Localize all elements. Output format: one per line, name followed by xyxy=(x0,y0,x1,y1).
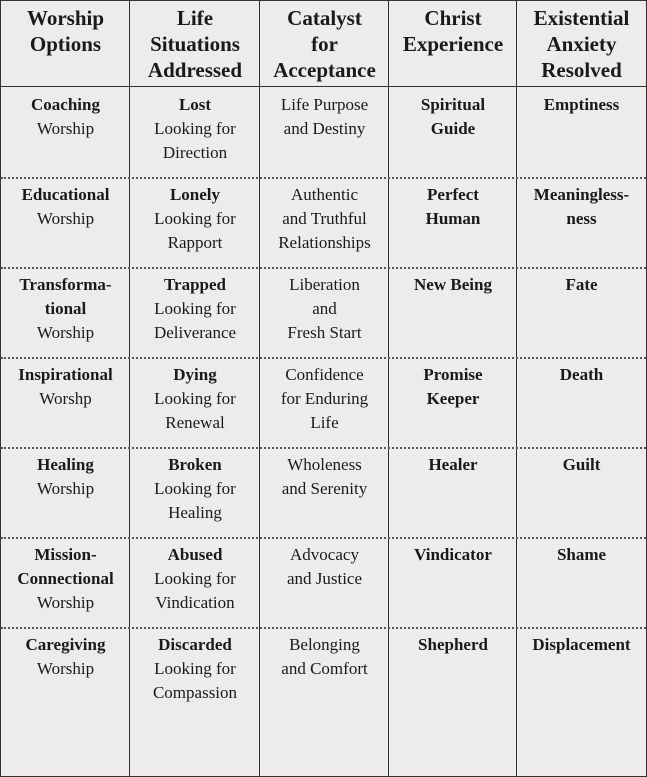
cell-bold-text: Vindicator xyxy=(414,545,492,564)
cell-bold-text: Displacement xyxy=(532,635,631,654)
cell-bold-text: Inspirational xyxy=(18,365,113,384)
cell-catalyst xyxy=(260,363,389,435)
cell-text: Looking for xyxy=(154,209,236,228)
cell-text: and xyxy=(312,299,337,318)
cell-bold-text: Emptiness xyxy=(543,95,620,114)
cell-bold-text: Death xyxy=(559,365,604,384)
header-line: Resolved xyxy=(541,58,622,82)
header-christ-experience xyxy=(389,5,517,57)
cell-text: Vindication xyxy=(155,593,235,612)
row-separator xyxy=(1,357,646,359)
header-line: Existential xyxy=(533,6,630,30)
cell-anxiety xyxy=(517,363,646,387)
header-line: Situations xyxy=(150,32,240,56)
cell-text: Looking for xyxy=(154,659,236,678)
cell-situation xyxy=(130,453,260,525)
cell-christ xyxy=(389,543,517,567)
cell-bold-text: ness xyxy=(566,209,597,228)
cell-worship xyxy=(1,633,130,681)
header-line: Christ xyxy=(424,6,482,30)
header-line: Worship xyxy=(26,6,105,30)
cell-text: Worship xyxy=(36,593,95,612)
cell-text: Looking for xyxy=(154,119,236,138)
cell-text: Direction xyxy=(162,143,228,162)
cell-bold-text: Human xyxy=(425,209,481,228)
cell-bold-text: Connectional xyxy=(17,569,114,588)
cell-bold-text: New Being xyxy=(414,275,492,294)
cell-text: and Destiny xyxy=(283,119,366,138)
cell-worship xyxy=(1,93,130,141)
cell-bold-text: Broken xyxy=(168,455,222,474)
cell-text: Worshp xyxy=(39,389,92,408)
cell-text: Worship xyxy=(36,119,95,138)
cell-text: for Enduring xyxy=(280,389,369,408)
cell-situation xyxy=(130,273,260,345)
cell-text: Worship xyxy=(36,659,95,678)
cell-bold-text: Meaningless- xyxy=(533,185,630,204)
cell-bold-text: Abused xyxy=(167,545,223,564)
cell-christ xyxy=(389,273,517,297)
cell-anxiety xyxy=(517,93,646,117)
cell-bold-text: Coaching xyxy=(31,95,100,114)
cell-anxiety xyxy=(517,273,646,297)
cell-catalyst xyxy=(260,453,389,501)
cell-bold-text: Lost xyxy=(178,95,212,114)
cell-text: Rapport xyxy=(167,233,223,252)
header-line: Acceptance xyxy=(273,58,376,82)
row-separator xyxy=(1,447,646,449)
row-separator xyxy=(1,267,646,269)
cell-christ xyxy=(389,363,517,411)
cell-bold-text: Caregiving xyxy=(25,635,106,654)
cell-anxiety xyxy=(517,453,646,477)
row-separator xyxy=(1,537,646,539)
header-existential-anxiety xyxy=(517,5,646,83)
cell-text: Worship xyxy=(36,479,95,498)
cell-text: Wholeness xyxy=(287,455,362,474)
header-line: Experience xyxy=(402,32,504,56)
cell-situation xyxy=(130,543,260,615)
header-line: Life xyxy=(176,6,214,30)
cell-bold-text: Mission- xyxy=(34,545,97,564)
cell-text: Worship xyxy=(36,323,95,342)
cell-christ xyxy=(389,633,517,657)
cell-worship xyxy=(1,363,130,411)
cell-text: Life Purpose xyxy=(280,95,369,114)
cell-text: Belonging xyxy=(289,635,360,654)
cell-text: Renewal xyxy=(165,413,225,432)
cell-bold-text: Discarded xyxy=(158,635,232,654)
cell-bold-text: Healer xyxy=(428,455,478,474)
cell-text: Healing xyxy=(168,503,222,522)
cell-bold-text: Fate xyxy=(565,275,598,294)
cell-catalyst xyxy=(260,633,389,681)
header-worship-options xyxy=(1,5,130,57)
cell-catalyst xyxy=(260,543,389,591)
header-line: for xyxy=(311,32,338,56)
cell-text: Looking for xyxy=(154,569,236,588)
cell-text: Confidence xyxy=(285,365,364,384)
header-catalyst xyxy=(260,5,389,83)
cell-situation xyxy=(130,93,260,165)
cell-text: and Serenity xyxy=(281,479,368,498)
cell-bold-text: Educational xyxy=(21,185,110,204)
cell-text: and Comfort xyxy=(281,659,368,678)
cell-christ xyxy=(389,183,517,231)
cell-situation xyxy=(130,183,260,255)
cell-situation xyxy=(130,363,260,435)
cell-text: Advocacy xyxy=(290,545,359,564)
cell-anxiety xyxy=(517,633,646,657)
cell-text: and Truthful xyxy=(282,209,367,228)
cell-text: and Justice xyxy=(286,569,363,588)
cell-catalyst xyxy=(260,273,389,345)
cell-bold-text: tional xyxy=(44,299,87,318)
cell-worship xyxy=(1,453,130,501)
cell-bold-text: Trapped xyxy=(163,275,227,294)
cell-bold-text: Healing xyxy=(37,455,94,474)
cell-text: Liberation xyxy=(289,275,360,294)
header-line: Anxiety xyxy=(546,32,617,56)
cell-bold-text: Keeper xyxy=(426,389,480,408)
header-line: Catalyst xyxy=(287,6,362,30)
cell-text: Worship xyxy=(36,209,95,228)
cell-anxiety xyxy=(517,183,646,231)
cell-worship xyxy=(1,543,130,615)
cell-anxiety xyxy=(517,543,646,567)
cell-bold-text: Shame xyxy=(556,545,607,564)
cell-bold-text: Perfect xyxy=(427,185,479,204)
cell-catalyst xyxy=(260,183,389,255)
row-separator xyxy=(1,627,646,629)
row-separator xyxy=(1,177,646,179)
cell-text: Fresh Start xyxy=(287,323,362,342)
cell-worship xyxy=(1,183,130,231)
cell-worship xyxy=(1,273,130,345)
header-line: Addressed xyxy=(147,58,243,82)
cell-christ xyxy=(389,453,517,477)
cell-bold-text: Guide xyxy=(430,119,476,138)
cell-text: Looking for xyxy=(154,389,236,408)
header-life-situations xyxy=(130,5,260,83)
cell-bold-text: Dying xyxy=(173,365,217,384)
cell-catalyst xyxy=(260,93,389,141)
cell-bold-text: Promise xyxy=(423,365,483,384)
cell-bold-text: Lonely xyxy=(169,185,221,204)
cell-bold-text: Spiritual xyxy=(420,95,486,114)
cell-text: Looking for xyxy=(154,299,236,318)
header-divider xyxy=(1,86,646,87)
cell-text: Life xyxy=(310,413,339,432)
cell-bold-text: Shepherd xyxy=(418,635,488,654)
cell-bold-text: Guilt xyxy=(562,455,601,474)
header-line: Options xyxy=(29,32,102,56)
cell-text: Looking for xyxy=(154,479,236,498)
cell-text: Deliverance xyxy=(153,323,237,342)
cell-text: Relationships xyxy=(278,233,371,252)
cell-situation xyxy=(130,633,260,705)
cell-text: Authentic xyxy=(290,185,359,204)
cell-bold-text: Transforma- xyxy=(19,275,112,294)
cell-text: Compassion xyxy=(152,683,238,702)
cell-christ xyxy=(389,93,517,141)
